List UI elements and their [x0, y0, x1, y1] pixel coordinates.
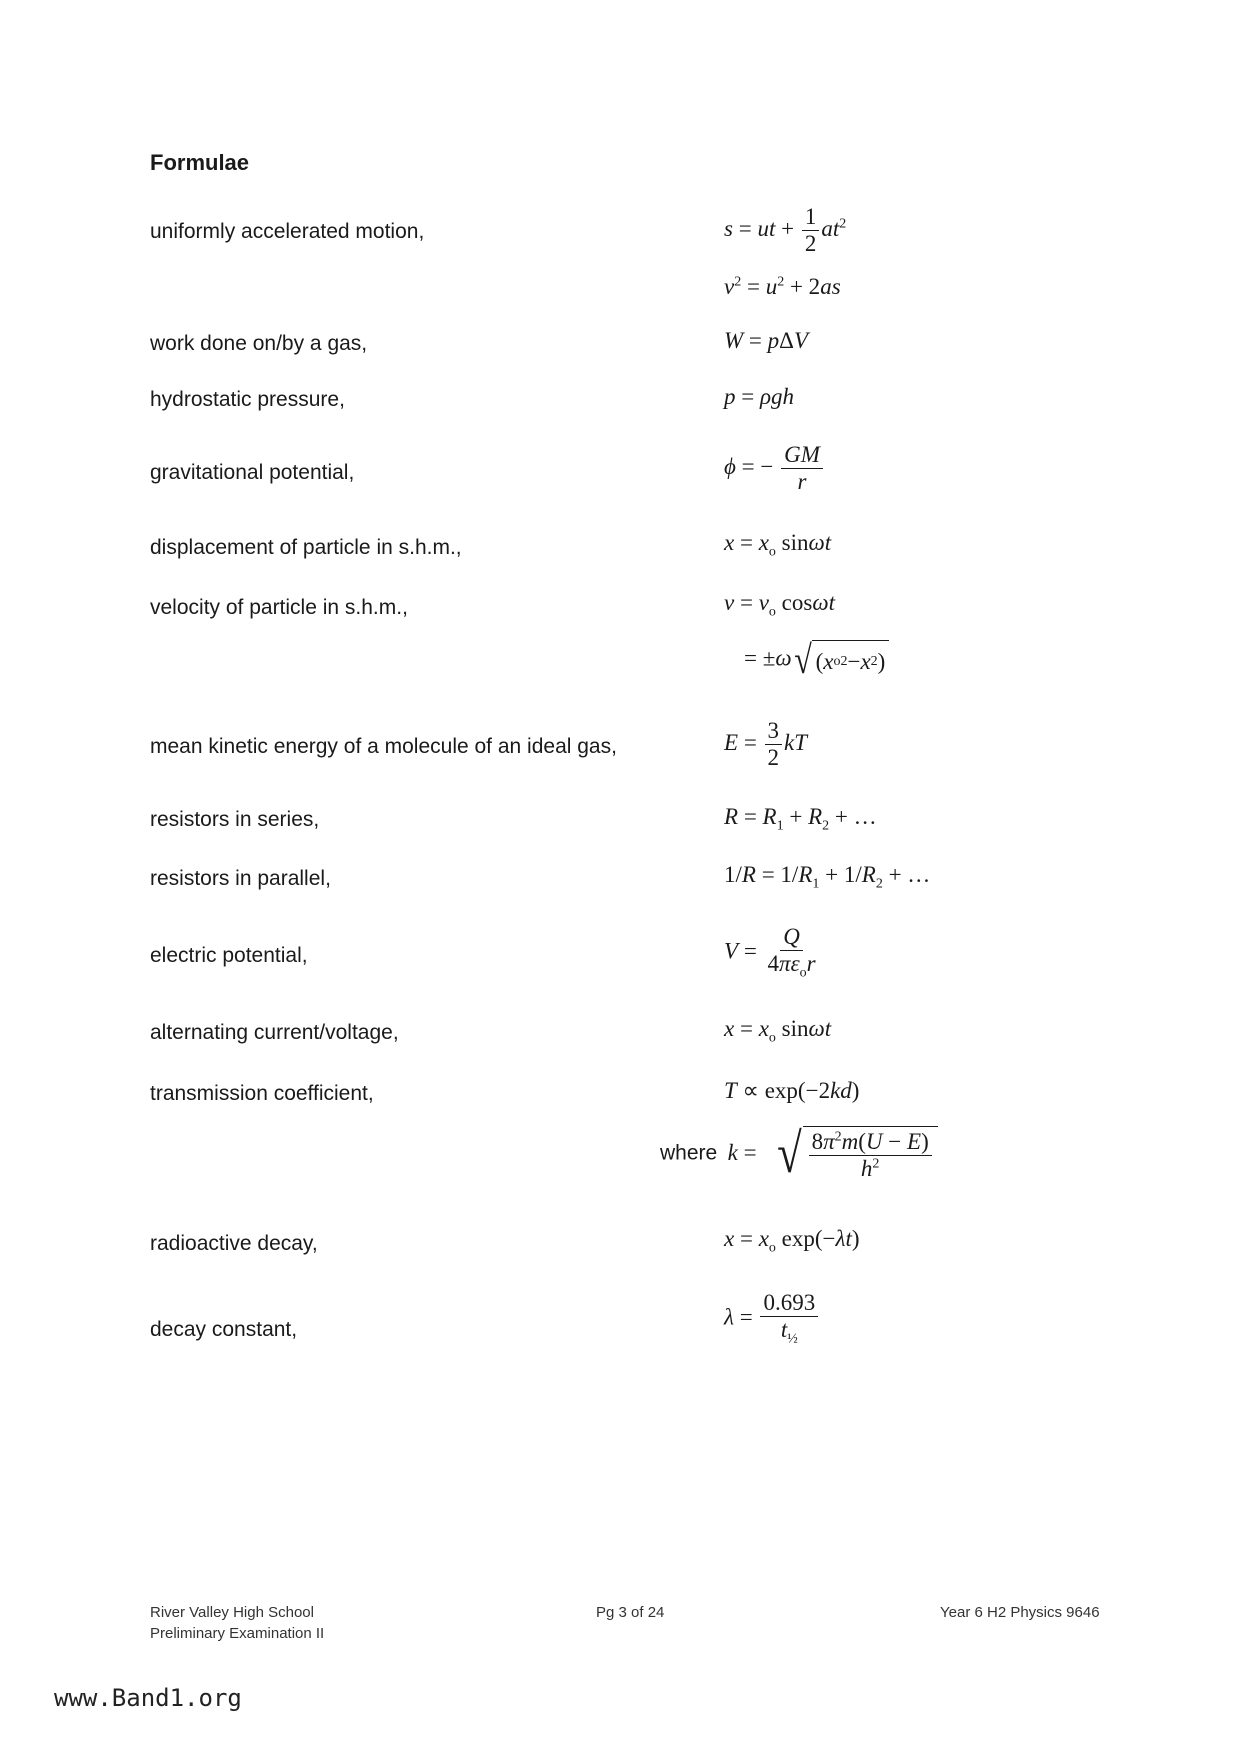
label-mean-kinetic-energy: mean kinetic energy of a molecule of an ideal gas,: [150, 735, 617, 758]
footer-page-number: Pg 3 of 24: [596, 1604, 665, 1621]
label-hydrostatic-pressure: hydrostatic pressure,: [150, 388, 345, 411]
label-gravitational-potential: gravitational potential,: [150, 461, 355, 484]
footer-subject: Year 6 H2 Physics 9646: [940, 1604, 1100, 1621]
label-resistors-parallel: resistors in parallel,: [150, 867, 331, 890]
formula-radioactive-decay: $x = x_o$ exp(−λt): [724, 1226, 860, 1256]
formula-kinetic-energy: E = $\frac{3}{2}$ kT: [724, 718, 808, 771]
label-resistors-series: resistors in series,: [150, 808, 320, 831]
formula-shm-velocity-alt: = ±ω √ ( x o 2 − x 2 ): [744, 640, 889, 680]
formula-transmission: T ∝ exp(−2kd): [724, 1078, 860, 1103]
formula-work: W = pΔV: [724, 328, 809, 353]
formula-shm-velocity: $v = v_o$ cosωt: [724, 590, 835, 620]
label-transmission-coefficient: transmission coefficient,: [150, 1082, 374, 1105]
formula-wave-number: where k = √ $\frac{8\pi^2m(U - E)}{h^2}$: [660, 1126, 938, 1183]
formula-alternating-current: $x = x_o$ sinωt: [724, 1016, 832, 1046]
label-uniform-motion: uniformly accelerated motion,: [150, 220, 425, 243]
formula-velocity-squared: $v^2 = u^2 + 2as$: [724, 274, 841, 299]
footer-exam: Preliminary Examination II: [150, 1625, 325, 1642]
formula-resistors-parallel: $1/R = 1/R_1 + 1/R_2$ + …: [724, 862, 931, 892]
footer-school: River Valley High School: [150, 1604, 314, 1621]
formula-pressure: p = ρgh: [724, 384, 795, 409]
label-electric-potential: electric potential,: [150, 944, 308, 967]
label-decay-constant: decay constant,: [150, 1318, 298, 1341]
formula-shm-displacement: $x = x_o$ sinωt: [724, 530, 832, 560]
watermark-text: www.Band1.org: [54, 1684, 242, 1712]
formula-grav-potential: ϕ = − $\frac{GM}{r}$: [724, 442, 825, 496]
label-radioactive-decay: radioactive decay,: [150, 1232, 318, 1255]
formula-displacement-suvat: s = ut + $\frac{1}{2}$ $at^2$: [724, 204, 847, 257]
formula-decay-constant: λ = $\frac{0.693}{t_{\frac{1}{2}}}$: [724, 1290, 820, 1348]
formula-electric-potential: V = $\frac{Q}{4\pi\varepsilon_or}$: [724, 924, 816, 982]
label-alternating-current: alternating current/voltage,: [150, 1021, 399, 1044]
where-label: where: [660, 1141, 718, 1165]
label-shm-velocity: velocity of particle in s.h.m.,: [150, 596, 408, 619]
formula-resistors-series: $R = R_1 + R_2$ + …: [724, 804, 877, 834]
label-shm-displacement: displacement of particle in s.h.m.,: [150, 536, 462, 559]
page-title: Formulae: [150, 150, 250, 175]
label-work-done: work done on/by a gas,: [150, 332, 368, 355]
